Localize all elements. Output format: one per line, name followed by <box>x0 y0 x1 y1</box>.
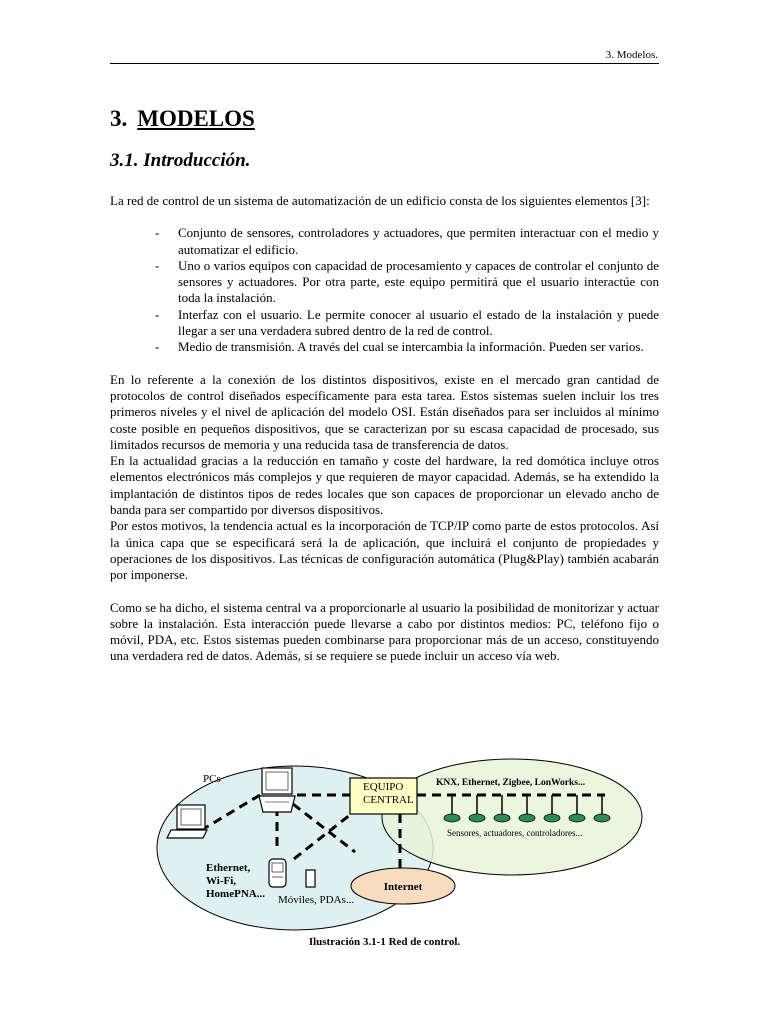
central-label-line1: EQUIPO <box>363 781 404 793</box>
paragraph-gap <box>110 584 659 600</box>
list-item <box>110 225 659 258</box>
lan-label-line3: HomePNA... <box>206 888 265 900</box>
section-title: 3.1. Introducción. <box>110 150 251 171</box>
chapter-title <box>110 106 255 132</box>
header-rule <box>110 63 659 64</box>
running-header: 3. Modelos. <box>605 49 658 61</box>
figure-caption: Ilustración 3.1-1 Red de control. <box>308 936 461 948</box>
intro-paragraph: La red de control de un sistema de automatización de un edificio consta de los siguientes elementos [3]: <box>110 193 650 208</box>
bullet-dash: - <box>155 225 160 241</box>
desktop-pc-icon <box>259 768 295 812</box>
mobiles-label: Móviles, PDAs... <box>278 894 355 906</box>
list-item-text: Interfaz con el usuario. Le permite conocer al usuario el estado de la instalación y puede llegar a ser una verdadera subred dentro de la red de control. <box>178 306 659 339</box>
paragraph-hardware: En la actualidad gracias a la reducción en tamaño y coste del hardware, la red domótica incluye otros elementos electrónicos más complejos y que requieren de mayor capacidad. Además, se ha extendido la implantación de distintos tipos de redes locales que son capaces de proporcionar un elevado ancho de banda para ser compartido por diversos dispositivos. <box>110 453 659 518</box>
list-item <box>110 339 659 355</box>
paragraph-protocols: En lo referente a la conexión de los distintos dispositivos, existe en el mercado gran cantidad de protocolos de control diseñados específicamente para esta tarea. Estos sistemas suelen incluir los tres primeros niveles y el nivel de aplicación del modelo OSI. Están diseñados para ser incluidos al mínimo coste posible en pequeños dispositivos, que se caracterizan por su escasa capacidad de procesado, sus limitados recursos de memoria y una reducida tasa de transferencia de datos. <box>110 371 659 452</box>
bullet-dash: - <box>155 339 160 355</box>
internet-node <box>351 868 455 904</box>
paragraph-tcpip: Por estos motivos, la tendencia actual es la incorporación de TCP/IP como parte de estos protocolos. Así la única capa que se especificará será la de aplicación, que incluirá el conjunto de propiedades y operaciones de los dispositivos. Las técnicas de configuración automática (Plug&Play) también acabarán por imponerse. <box>110 518 659 583</box>
element-list <box>110 225 659 355</box>
central-label-line2: CENTRAL <box>363 794 414 806</box>
internet-label: Internet <box>383 881 423 893</box>
body-text <box>110 193 659 665</box>
bullet-dash: - <box>155 306 160 322</box>
lan-label-line2: Wi-Fi, <box>206 875 237 887</box>
sensors-label: Sensores, actuadores, controladores... <box>447 828 583 838</box>
pda-icon <box>306 870 315 887</box>
list-item <box>110 258 659 307</box>
paragraph-monitoring: Como se ha dicho, el sistema central va a proporcionarle al usuario la posibilidad de monitorizar y actuar sobre la instalación. Esta interacción puede llevarse a cabo por distintos medios: PC, teléfono fijo o móvil, PDA, etc. Estos sistemas pueden combinarse para proporcionar más de un acceso, constituyendo una verdadera red de datos. Además, si se requiere se puede incluir un acceso vía web. <box>110 599 659 664</box>
list-item-text: Uno o varios equipos con capacidad de procesamiento y capaces de controlar el conjunto de sensores y actuadores. Por otra parte, este equipo permitirá que el usuario interactúe con toda la instalación. <box>178 257 659 306</box>
bus-protocols-label: KNX, Ethernet, Zigbee, LonWorks... <box>436 778 586 788</box>
bullet-dash: - <box>155 257 160 273</box>
central-equipment <box>350 778 417 814</box>
list-item-text: Conjunto de sensores, controladores y actuadores, que permiten interactuar con el medio y automatizar el edificio. <box>178 225 659 257</box>
lan-label-line1: Ethernet, <box>206 862 251 874</box>
control-network-diagram <box>155 752 647 932</box>
mobile-phone-icon <box>269 859 286 887</box>
pcs-label: PCs <box>203 773 221 785</box>
list-item-text: Medio de transmisión. A través del cual se intercambia la información. Pueden ser varios. <box>178 339 644 355</box>
chapter-number: 3. <box>110 106 128 131</box>
chapter-title-text: MODELOS <box>137 106 255 131</box>
list-item <box>110 307 659 340</box>
